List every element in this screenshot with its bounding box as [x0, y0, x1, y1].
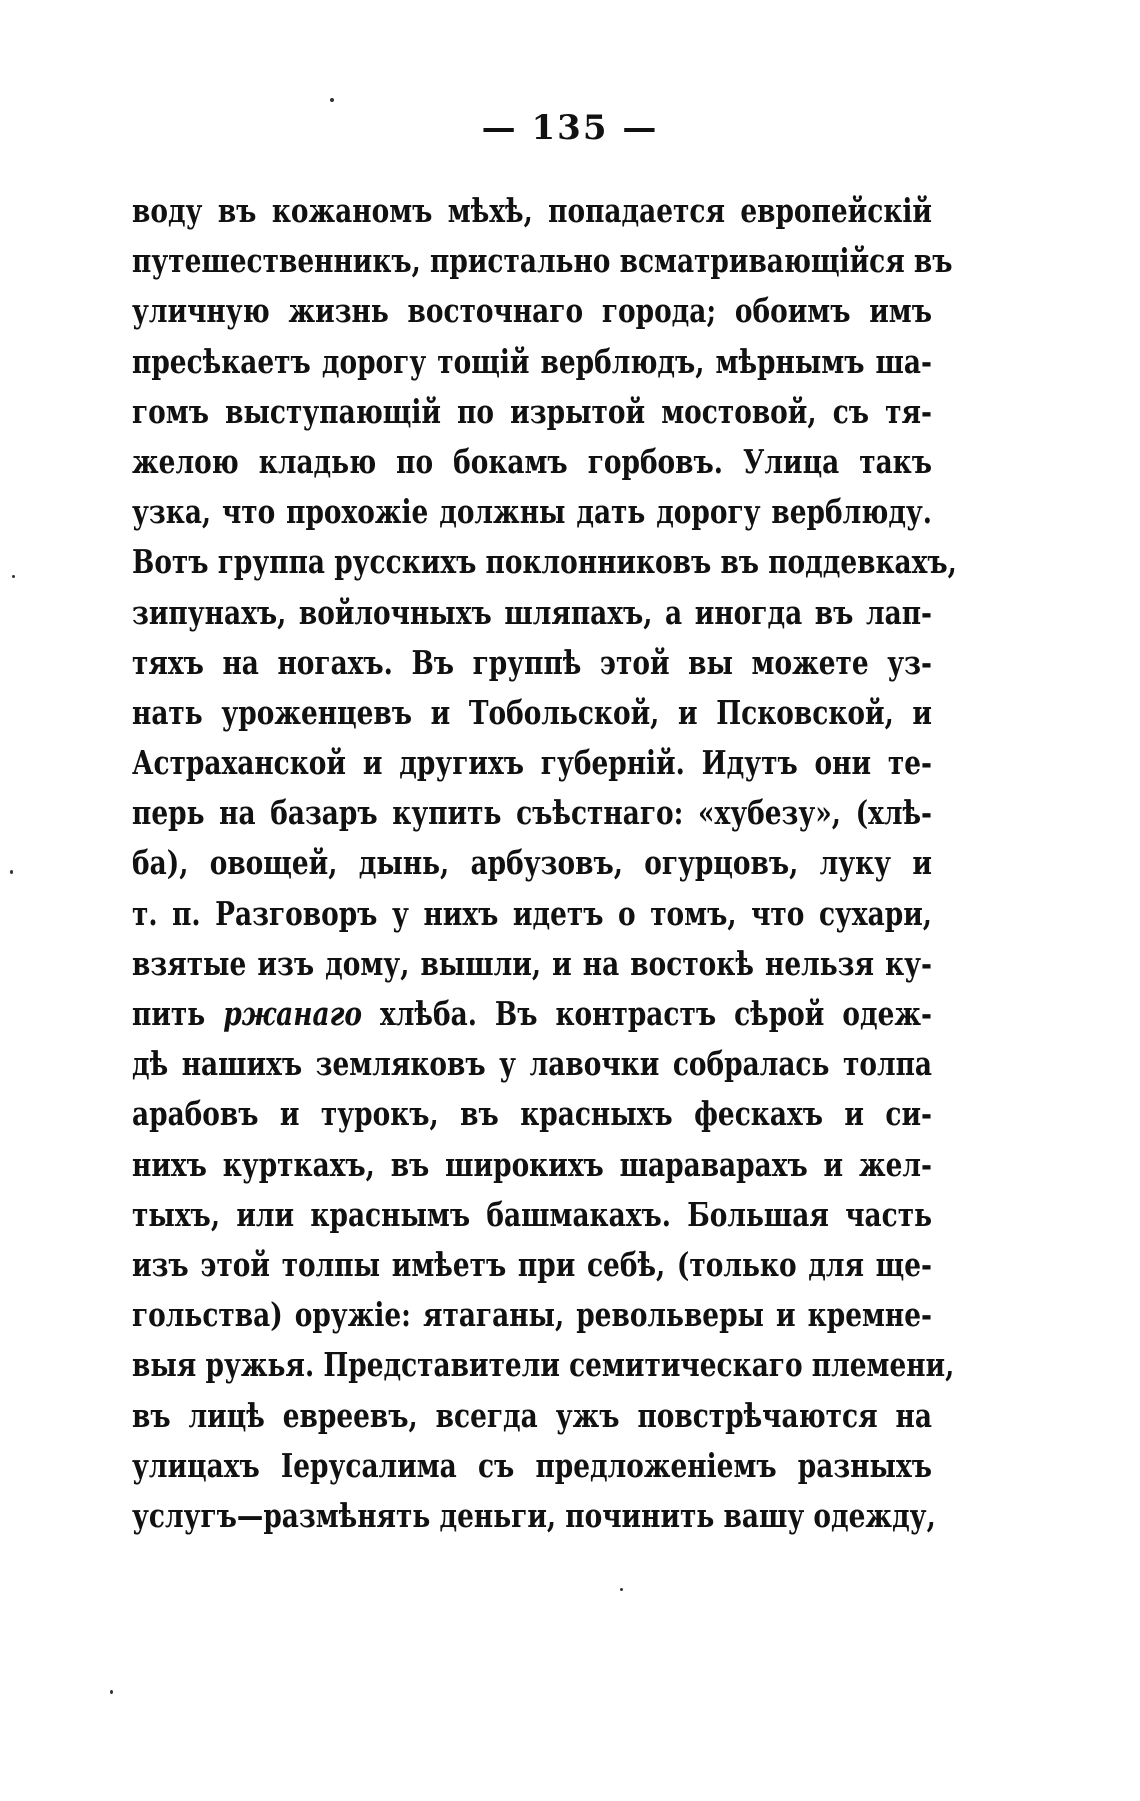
text-fragment: хлѣба. Въ контрастъ сѣрой одеж- [362, 994, 933, 1033]
text-line: взятые изъ дому, вышли, и на востокѣ нельзя ку- [132, 943, 932, 983]
text-line: Вотъ группа русскихъ поклонниковъ въ поддевкахъ, [132, 542, 957, 582]
print-speck [330, 98, 334, 102]
text-line: перь на базаръ купить съѣстнаго: «хубезу», (хлѣ- [132, 793, 932, 833]
text-line: дѣ нашихъ земляковъ у лавочки собралась толпа [132, 1044, 932, 1084]
text-line: тяхъ на ногахъ. Въ группѣ этой вы можете уз- [132, 642, 932, 682]
italic-word: ржанаго [223, 994, 363, 1033]
text-line: арабовъ и турокъ, въ красныхъ фескахъ и си- [132, 1094, 932, 1134]
print-speck [10, 870, 13, 874]
text-line [132, 989, 932, 1039]
page-number: — 135 — [481, 108, 659, 148]
text-line: путешественникъ, пристально всматривающійся въ [132, 241, 953, 281]
text-line: ба), овощей, дынь, арбузовъ, огурцовъ, луку и [132, 843, 932, 883]
text-line: тыхъ, или краснымъ башмакахъ. Большая часть [132, 1194, 932, 1234]
text-line: улицахъ Іерусалима съ предложеніемъ разныхъ [132, 1445, 932, 1485]
text-line: узка, что прохожіе должны дать дорогу верблюду. [132, 492, 932, 532]
text-fragment: пить [132, 994, 224, 1033]
text-line: нихъ курткахъ, въ широкихъ шараварахъ и жел- [132, 1144, 932, 1184]
print-speck [12, 575, 15, 578]
print-speck [620, 1588, 623, 1591]
text-line: выя ружья. Представители семитическаго племени, [132, 1345, 955, 1385]
text-line: въ лицѣ евреевъ, всегда ужъ повстрѣчаются на [132, 1395, 932, 1435]
text-line: гольства) оружіе: ятаганы, револьверы и кремне- [132, 1295, 932, 1335]
text-line: изъ этой толпы имѣетъ при себѣ, (только для ще- [132, 1244, 932, 1284]
text-line: т. п. Разговоръ у нихъ идетъ о томъ, что сухари, [132, 893, 932, 933]
text-line: пресѣкаетъ дорогу тощій верблюдъ, мѣрнымъ ша- [132, 341, 932, 381]
text-line: гомъ выступающій по изрытой мостовой, съ тя- [132, 391, 932, 431]
text-line: зипунахъ, войлочныхъ шляпахъ, а иногда въ лап- [132, 592, 932, 632]
text-line: желою кладью по бокамъ горбовъ. Улица такъ [132, 441, 932, 481]
text-line: услугъ—размѣнять деньги, починить вашу одежду, [132, 1495, 936, 1535]
text-line: воду въ кожаномъ мѣхѣ, попадается европейскій [132, 191, 932, 230]
print-speck [110, 1690, 113, 1694]
body-text [132, 186, 957, 1541]
text-line: уличную жизнь восточнаго города; обоимъ имъ [132, 291, 932, 331]
text-line: нать уроженцевъ и Тобольской, и Псковской, и [132, 692, 932, 732]
text-line: Астраханской и другихъ губерній. Идутъ они те- [132, 743, 932, 783]
